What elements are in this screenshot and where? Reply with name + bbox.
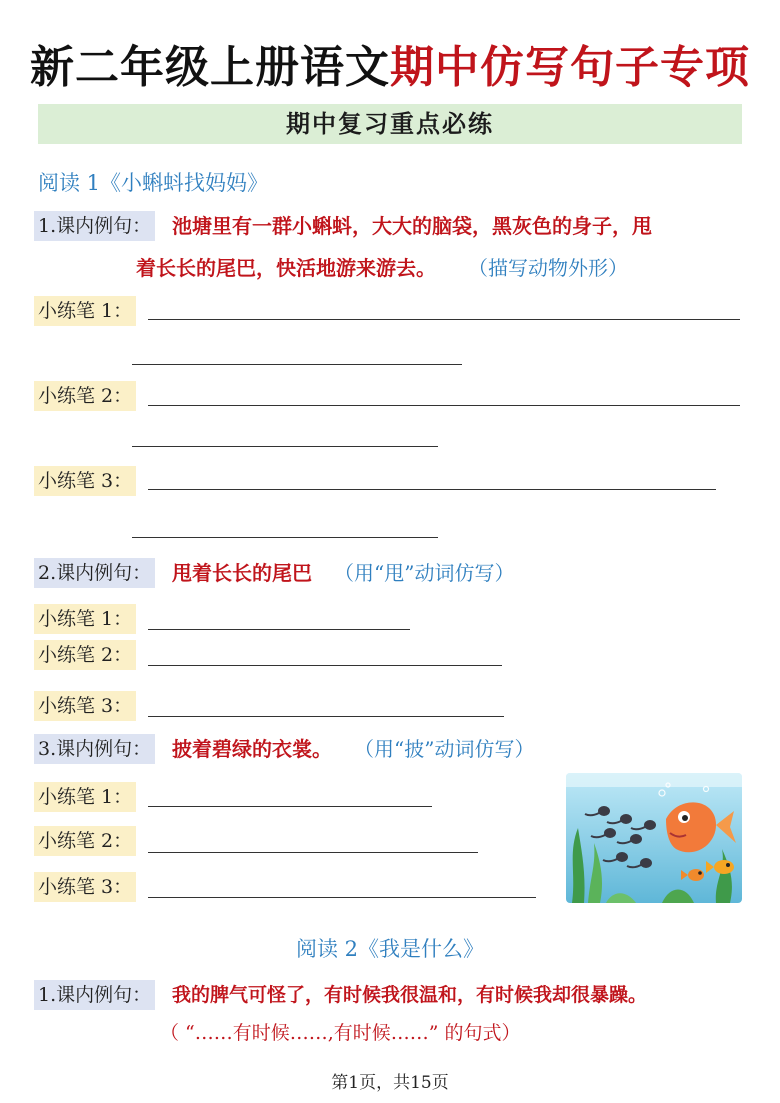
r2-q1-sentence: 我的脾气可怪了，有时候我很温和，有时候我却很暴躁。: [172, 984, 648, 1006]
q1-sentence-line2: 着长长的尾巴，快活地游来游去。: [136, 256, 436, 280]
q1-practice-2-line-a[interactable]: [148, 405, 740, 406]
q3-sentence: 披着碧绿的衣裳。: [172, 737, 332, 761]
q2-practice-3-label: 小练笔 3：: [34, 691, 136, 721]
page-footer: 第1页，共15页: [331, 1073, 449, 1093]
q2-practice-3-line[interactable]: [148, 716, 504, 717]
q3-practice-2-label: 小练笔 2：: [34, 826, 136, 856]
tadpoles-and-fish-picture: [566, 773, 742, 903]
q1-sentence-line1: 池塘里有一群小蝌蚪，大大的脑袋，黑灰色的身子，甩: [172, 214, 652, 238]
page-title: [0, 40, 780, 96]
q2-practice-1-label: 小练笔 1：: [34, 604, 136, 634]
r2-q1-hint-text: （ “……有时候……,有时候……” 的句式）: [160, 1022, 521, 1044]
title-part1: 新二年级上册语文: [30, 42, 390, 93]
title-part2: 期中仿写句子专项: [390, 42, 750, 93]
q2-practice-2-line[interactable]: [148, 665, 502, 666]
q2-sentence: 甩着长长的尾巴: [172, 561, 312, 585]
q3-label: 3.课内例句：: [34, 734, 155, 764]
q3-practice-1-line[interactable]: [148, 806, 432, 807]
q3-practice-2-line[interactable]: [148, 852, 478, 853]
r2-q1-label: 1.课内例句：: [34, 980, 155, 1010]
q3-practice-3-label: 小练笔 3：: [34, 872, 136, 902]
r2-q1-hint: [160, 1018, 521, 1048]
q3-practice-1-label: 小练笔 1：: [34, 782, 136, 812]
q1-practice-1-label: 小练笔 1：: [34, 296, 136, 326]
q2-hint: （用“甩”动词仿写）: [334, 561, 515, 585]
q1-practice-1-line-b[interactable]: [132, 364, 462, 365]
reading2-heading: 阅读 2《我是什么》: [295, 937, 485, 961]
q3-practice-3-line[interactable]: [148, 897, 536, 898]
q1-practice-2-label: 小练笔 2：: [34, 381, 136, 411]
q1-label: 1.课内例句：: [34, 211, 155, 241]
q1-practice-3-label: 小练笔 3：: [34, 466, 136, 496]
subtitle-banner: 期中复习重点必练: [38, 104, 742, 144]
q2-label: 2.课内例句：: [34, 558, 155, 588]
q1-practice-2-line-b[interactable]: [132, 446, 438, 447]
q2-practice-1-line[interactable]: [148, 629, 410, 630]
tadpole-fish-illustration: [566, 773, 742, 903]
q1-practice-1-line-a[interactable]: [148, 319, 740, 320]
q2-practice-2-label: 小练笔 2：: [34, 640, 136, 670]
q1-hint: （描写动物外形）: [468, 256, 628, 280]
reading1-heading: 阅读 1《小蝌蚪找妈妈》: [38, 171, 269, 195]
q3-hint: （用“披”动词仿写）: [354, 737, 535, 761]
q1-practice-3-line-a[interactable]: [148, 489, 716, 490]
q1-practice-3-line-b[interactable]: [132, 537, 438, 538]
